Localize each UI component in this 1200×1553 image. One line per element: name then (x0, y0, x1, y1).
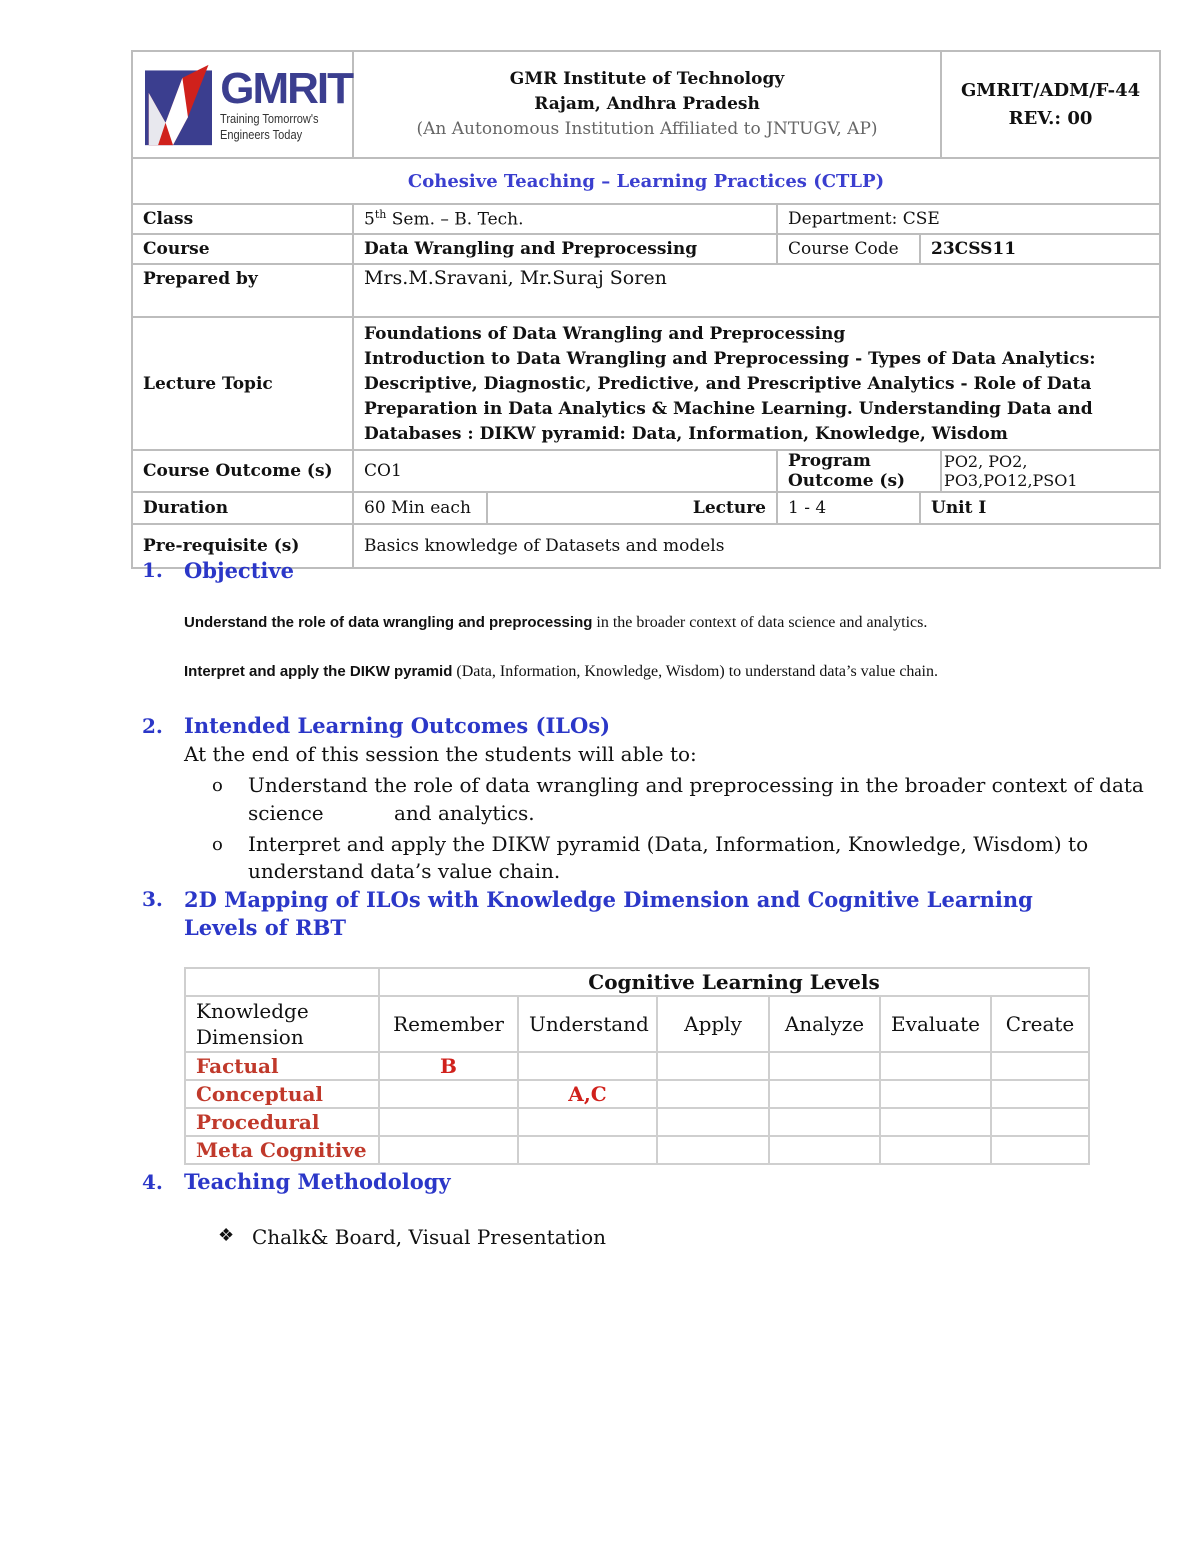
unit-value: Unit I (920, 492, 1160, 524)
dimension-procedural: Procedural (185, 1108, 379, 1136)
class-value: 5th Sem. – B. Tech. (353, 204, 777, 234)
form-code: GMRIT/ADM/F-44 (960, 79, 1141, 101)
section-number: 2. (142, 714, 163, 738)
class-label: Class (132, 204, 353, 234)
institute-cell (353, 51, 941, 158)
topic-line: Descriptive, Diagnostic, Predictive, and Prescriptive Analytics - Role of Data (364, 374, 1092, 394)
logo-cell (132, 51, 353, 158)
po-label: Program Outcome (s) (777, 450, 941, 492)
prepared-label: Prepared by (132, 264, 353, 317)
form-code-cell (941, 51, 1160, 158)
rbt-empty-corner (185, 968, 379, 996)
level-evaluate: Evaluate (880, 996, 991, 1052)
logo-text (220, 63, 352, 143)
table-cell (657, 1108, 769, 1136)
department: Department: CSE (777, 204, 1160, 234)
prepared-value: Mrs.M.Sravani, Mr.Suraj Soren (353, 264, 1160, 317)
dimension-factual: Factual (185, 1052, 379, 1080)
co-value: CO1 (353, 450, 777, 492)
methodology-item: Chalk& Board, Visual Presentation (252, 1225, 606, 1249)
bullet-icon: o (212, 775, 223, 796)
co-label: Course Outcome (s) (132, 450, 353, 492)
rbt-mapping-table (184, 967, 1090, 1165)
table-cell (880, 1080, 991, 1108)
topic-label: Lecture Topic (132, 317, 353, 450)
methodology-title: Teaching Methodology (184, 1169, 451, 1194)
section-number: 4. (142, 1170, 163, 1194)
ilo-item-1-line-1: Understand the role of data wrangling and preprocessing in the broader context of data (248, 773, 1144, 797)
logo-tagline-2: Engineers Today (220, 126, 303, 142)
course-value: Data Wrangling and Preprocessing (353, 234, 777, 264)
institute-name: GMR Institute of Technology (509, 69, 785, 89)
table-row (185, 1080, 1089, 1108)
table-cell: A,C (518, 1080, 657, 1108)
diamond-bullet-icon: ❖ (218, 1225, 235, 1246)
dimension-meta-cognitive: Meta Cognitive (185, 1136, 379, 1164)
objective-line-1: Understand the role of data wrangling and preprocessing in the broader context of data science and analytics. (184, 614, 928, 631)
objective-line-2: Interpret and apply the DIKW pyramid (Data, Information, Knowledge, Wisdom) to understand data’s value chain. (184, 663, 938, 680)
ilo-item-2-line-1: Interpret and apply the DIKW pyramid (Data, Information, Knowledge, Wisdom) to (248, 832, 1089, 856)
table-cell (769, 1080, 880, 1108)
table-cell (769, 1136, 880, 1164)
table-cell (518, 1052, 657, 1080)
table-cell (657, 1136, 769, 1164)
duration-value: 60 Min each (353, 492, 487, 524)
header-table (131, 50, 1161, 569)
level-analyze: Analyze (769, 996, 880, 1052)
section-number: 3. (142, 887, 163, 911)
logo-brand: GMRIT (220, 63, 352, 113)
ilo-item-1-line-2b: and analytics. (394, 801, 535, 825)
institute-location: Rajam, Andhra Pradesh (534, 94, 760, 114)
ctlp-title: Cohesive Teaching – Learning Practices (CTLP) (132, 158, 1160, 204)
topic-line: Preparation in Data Analytics & Machine Learning. Understanding Data and (364, 399, 1093, 419)
bullet-icon: o (212, 834, 223, 855)
gmrit-logo-icon (145, 62, 212, 148)
prereq-label: Pre-requisite (s) (132, 524, 353, 568)
ilo-intro: At the end of this session the students will able to: (184, 742, 697, 766)
table-cell (379, 1136, 518, 1164)
table-cell (518, 1108, 657, 1136)
table-cell (991, 1080, 1089, 1108)
table-row (185, 1108, 1089, 1136)
objective-title: Objective (184, 558, 294, 583)
table-cell: B (379, 1052, 518, 1080)
lecture-value: 1 - 4 (777, 492, 920, 524)
table-cell (769, 1052, 880, 1080)
table-row (185, 1052, 1089, 1080)
table-cell (880, 1052, 991, 1080)
institute-affiliation: (An Autonomous Institution Affiliated to JNTUGV, AP) (416, 119, 878, 139)
po-value: PO2, PO2, PO3,PO12,PSO1 (941, 450, 1160, 492)
ilo-title: Intended Learning Outcomes (ILOs) (184, 713, 611, 738)
course-code-label: Course Code (777, 234, 920, 264)
lecture-label: Lecture (487, 492, 777, 524)
level-apply: Apply (657, 996, 769, 1052)
mapping-title: 2D Mapping of ILOs with Knowledge Dimension and Cognitive Learning Levels of RBT (184, 887, 1033, 940)
duration-label: Duration (132, 492, 353, 524)
table-cell (379, 1080, 518, 1108)
table-cell (991, 1052, 1089, 1080)
rbt-corner-label: Knowledge Dimension (185, 996, 379, 1052)
topic-line: Foundations of Data Wrangling and Preprocessing (364, 324, 846, 344)
table-cell (657, 1052, 769, 1080)
course-code-value: 23CSS11 (920, 234, 1160, 264)
topic-value (353, 317, 1160, 450)
rbt-group-header: Cognitive Learning Levels (379, 968, 1089, 996)
topic-line: Introduction to Data Wrangling and Preprocessing - Types of Data Analytics: (364, 349, 1096, 369)
revision: REV.: 00 (1008, 107, 1093, 129)
section-number: 1. (142, 558, 163, 582)
ilo-item-1-line-2a: science (248, 801, 324, 825)
table-cell (518, 1136, 657, 1164)
table-cell (379, 1108, 518, 1136)
table-cell (769, 1108, 880, 1136)
ilo-item-2-line-2: understand data’s value chain. (248, 859, 561, 883)
table-row (185, 1136, 1089, 1164)
prereq-value: Basics knowledge of Datasets and models (353, 524, 1160, 568)
topic-line: Databases : DIKW pyramid: Data, Information, Knowledge, Wisdom (364, 424, 1008, 444)
level-understand: Understand (518, 996, 657, 1052)
logo-tagline-1: Training Tomorrow's (220, 110, 319, 126)
table-cell (657, 1080, 769, 1108)
level-remember: Remember (379, 996, 518, 1052)
table-cell (880, 1108, 991, 1136)
level-create: Create (991, 996, 1089, 1052)
table-cell (880, 1136, 991, 1164)
table-cell (991, 1108, 1089, 1136)
table-cell (991, 1136, 1089, 1164)
course-label: Course (132, 234, 353, 264)
dimension-conceptual: Conceptual (185, 1080, 379, 1108)
